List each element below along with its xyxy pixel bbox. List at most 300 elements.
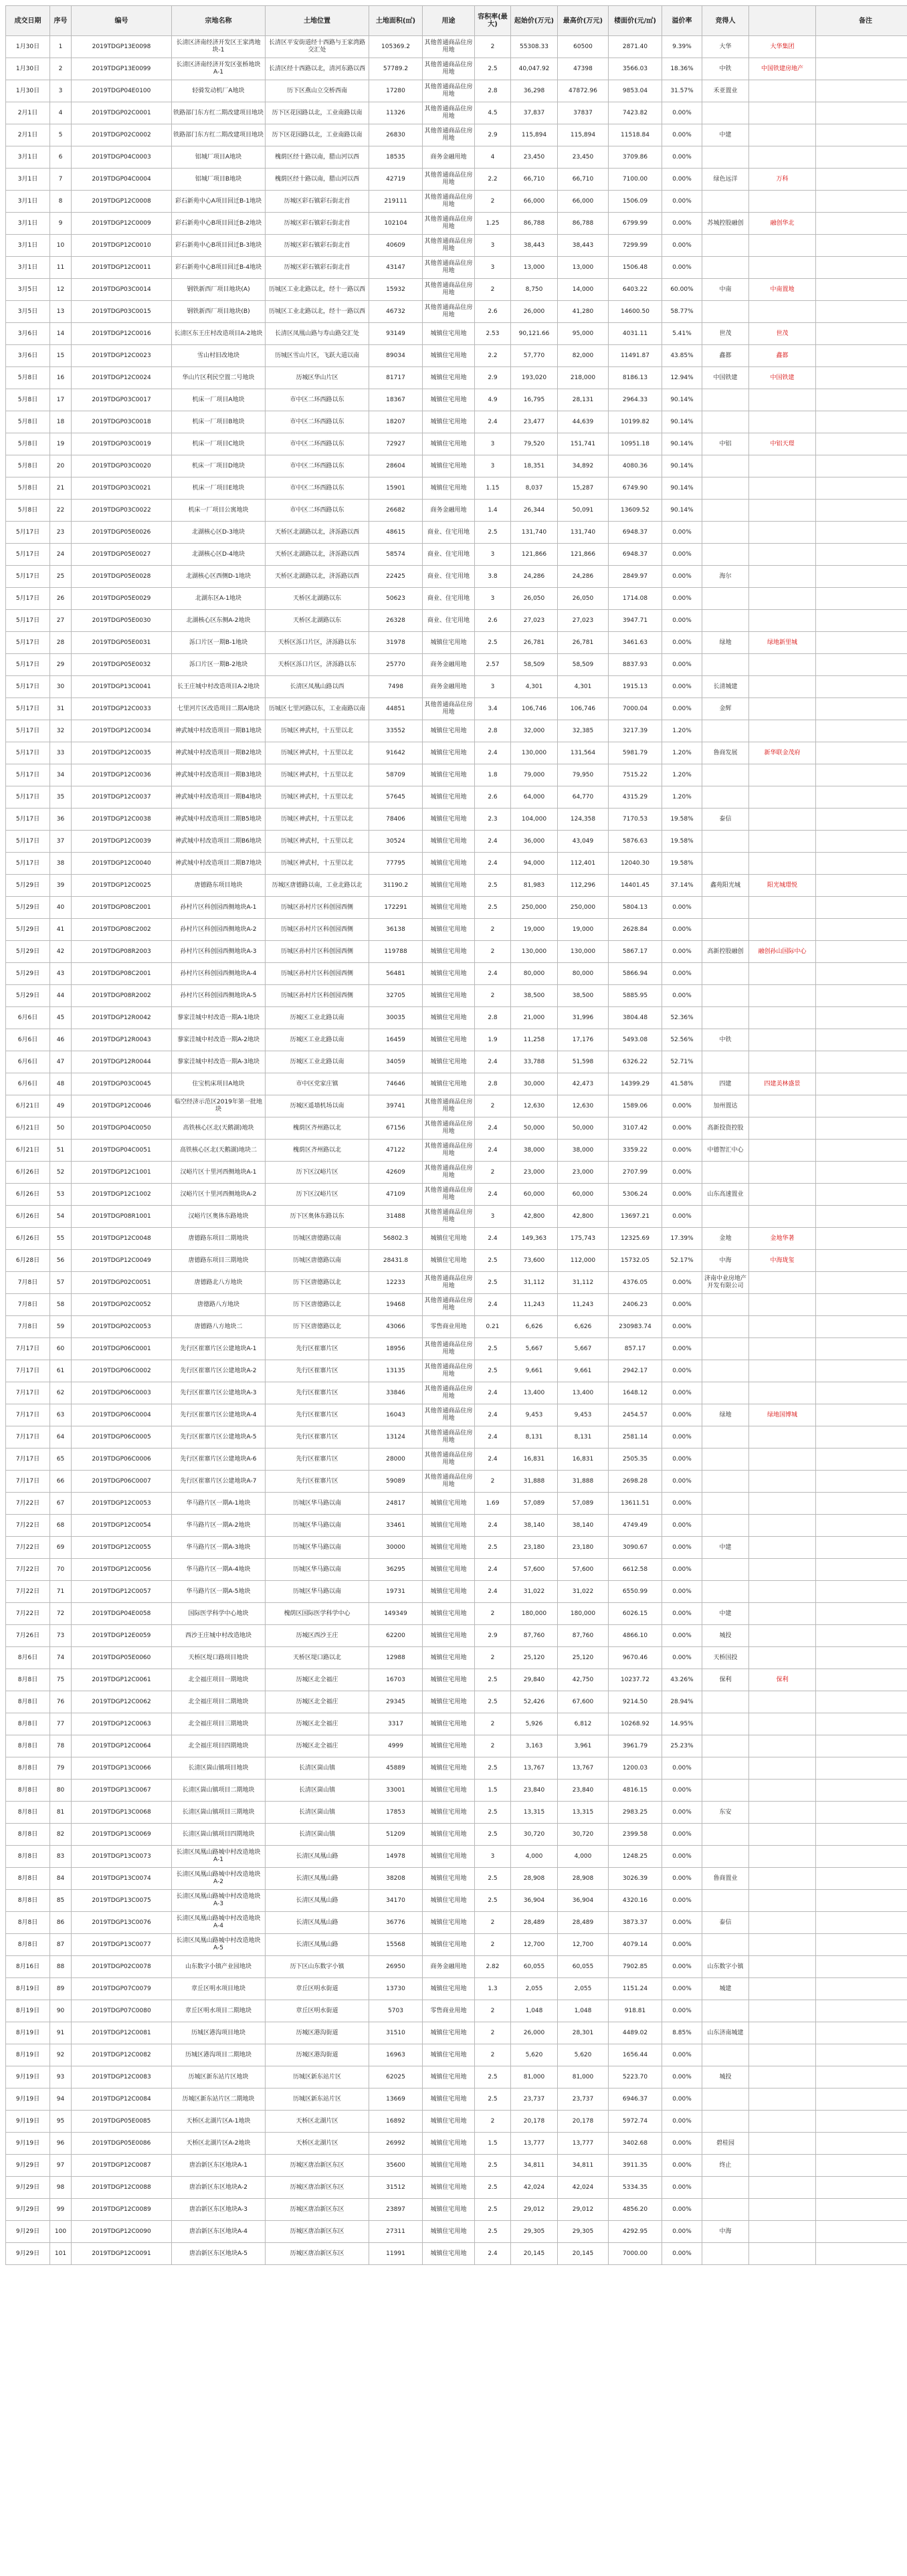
table-cell: 1248.25 [609, 1846, 662, 1868]
table-cell: 城镇住宅用地 [423, 1647, 475, 1669]
developer-label [749, 102, 816, 124]
table-cell: 55308.33 [511, 36, 558, 58]
table-cell: 2019TDGP12R0042 [72, 1007, 172, 1029]
table-cell: 83 [50, 1846, 72, 1868]
developer-label: 鑫都 [749, 345, 816, 367]
table-row [6, 1956, 907, 1978]
table-cell: 历城区北全福庄 [266, 1691, 369, 1713]
developer-label [749, 919, 816, 941]
table-row [6, 80, 907, 102]
table-cell: 50 [50, 1117, 72, 1140]
table-cell: 2 [475, 1713, 511, 1735]
table-cell: 2.5 [475, 1802, 511, 1824]
table-cell: 8月8日 [6, 1802, 50, 1824]
table-cell: 北全福庄项目四期地块 [172, 1735, 266, 1757]
table-cell: 3961.79 [609, 1735, 662, 1757]
table-cell: 28,131 [558, 389, 609, 411]
developer-label [749, 1625, 816, 1647]
table-cell: 章丘区明水街道 [266, 1978, 369, 2000]
table-cell: 2019TDGP05E0029 [72, 588, 172, 610]
table-cell: 蓼家洼城中村改造一期A-2地块 [172, 1029, 266, 1051]
table-cell: 2019TDGP02C0001 [72, 102, 172, 124]
table-cell: 长清区崮山镇项目四期地块 [172, 1824, 266, 1846]
table-cell: 8,131 [511, 1426, 558, 1448]
table-cell: 城镇住宅用地 [423, 433, 475, 455]
table-cell [702, 102, 749, 124]
table-cell: 3,163 [511, 1735, 558, 1757]
table-row [6, 1603, 907, 1625]
note-cell [816, 477, 907, 500]
developer-label [749, 2199, 816, 2221]
table-cell: 历下区山东数字小镇 [266, 1956, 369, 1978]
table-cell: 5981.79 [609, 742, 662, 764]
table-cell: 66,710 [558, 169, 609, 191]
table-cell: 6月26日 [6, 1184, 50, 1206]
table-cell: 1.9 [475, 1029, 511, 1051]
table-cell: 其他普通商品住房用地 [423, 279, 475, 301]
table-cell: 5972.74 [609, 2111, 662, 2133]
table-cell: 历城区唐冶新区东区 [266, 2221, 369, 2243]
table-cell: 59 [50, 1316, 72, 1338]
table-cell: 0.00% [662, 2044, 702, 2066]
table-cell: 4.9 [475, 389, 511, 411]
table-row [6, 411, 907, 433]
table-cell: 西沙王庄城中村改造地块 [172, 1625, 266, 1647]
table-cell: 0.00% [662, 213, 702, 235]
table-cell: 2019TDGP12C0064 [72, 1735, 172, 1757]
table-cell: 0.00% [662, 1184, 702, 1206]
note-cell [816, 1140, 907, 1162]
table-cell: 华马路片区一期A-4地块 [172, 1559, 266, 1581]
table-cell: 其他普通商品住房用地 [423, 1471, 475, 1493]
table-cell: 2.5 [475, 2088, 511, 2111]
table-cell: 历城区华马路以南 [266, 1493, 369, 1515]
table-cell: 历下区唐德路以北 [266, 1272, 369, 1294]
table-cell: 9,453 [558, 1404, 609, 1426]
table-cell: 23,840 [511, 1780, 558, 1802]
table-cell: 219111 [369, 191, 423, 213]
table-cell: 8月8日 [6, 1780, 50, 1802]
column-header: 竞得人 [702, 6, 749, 36]
table-cell: 2,055 [511, 1978, 558, 2000]
developer-label: 绿地新里城 [749, 632, 816, 654]
table-cell: 42 [50, 941, 72, 963]
table-cell: 3 [475, 433, 511, 455]
table-cell: 18,351 [511, 455, 558, 477]
table-cell: 0.00% [662, 1338, 702, 1360]
column-header: 土地位置 [266, 6, 369, 36]
table-cell: 36295 [369, 1559, 423, 1581]
table-cell: 7000.00 [609, 2243, 662, 2265]
table-row [6, 2088, 907, 2111]
table-cell: 孙村片区科创园西侧地块A-5 [172, 985, 266, 1007]
table-row [6, 1978, 907, 2000]
table-cell: 中铝 [702, 433, 749, 455]
table-cell: 44 [50, 985, 72, 1007]
table-cell: 历城区唐冶新区东区 [266, 2243, 369, 2265]
table-cell: 28431.8 [369, 1250, 423, 1272]
table-cell: 4031.11 [609, 323, 662, 345]
table-cell: 14401.45 [609, 875, 662, 897]
table-cell: 38,500 [558, 985, 609, 1007]
table-cell: 45 [50, 1007, 72, 1029]
table-cell: 0.00% [662, 1824, 702, 1846]
table-cell: 北全福庄项目二期地块 [172, 1691, 266, 1713]
table-cell: 2019TDGP13C0073 [72, 1846, 172, 1868]
table-cell: 2.5 [475, 1272, 511, 1294]
note-cell [816, 1162, 907, 1184]
table-cell: 2.4 [475, 1515, 511, 1537]
note-cell [816, 1824, 907, 1846]
table-cell: 历城区新东站片区地块 [172, 2066, 266, 2088]
table-cell: 0.00% [662, 676, 702, 698]
table-cell [702, 831, 749, 853]
developer-label [749, 1780, 816, 1802]
table-cell: 58709 [369, 764, 423, 786]
developer-label: 中国铁建 [749, 367, 816, 389]
table-cell: 31190.2 [369, 875, 423, 897]
table-cell: 金辉 [702, 698, 749, 720]
table-cell: 城镇住宅用地 [423, 1493, 475, 1515]
table-cell: 其他普通商品住房用地 [423, 1360, 475, 1382]
table-cell: 28000 [369, 1448, 423, 1471]
table-cell: 唐德路东项目三期地块 [172, 1250, 266, 1272]
table-cell: 商务金融用地 [423, 676, 475, 698]
table-cell: 2019TDGP03C0021 [72, 477, 172, 500]
table-cell: 城镇住宅用地 [423, 897, 475, 919]
table-cell: 城镇住宅用地 [423, 632, 475, 654]
table-cell: 56481 [369, 963, 423, 985]
table-cell: 市中区二环西路以东 [266, 411, 369, 433]
note-cell [816, 2044, 907, 2066]
table-cell: 64,000 [511, 786, 558, 809]
table-cell [702, 500, 749, 522]
table-cell: 6月6日 [6, 1051, 50, 1073]
table-cell: 2019TDGP13C0041 [72, 676, 172, 698]
note-cell [816, 1272, 907, 1294]
table-cell: 29,840 [511, 1669, 558, 1691]
table-cell: 23,477 [511, 411, 558, 433]
table-cell: 94,000 [511, 853, 558, 875]
note-cell [816, 742, 907, 764]
table-cell: 66 [50, 1471, 72, 1493]
table-cell: 5月17日 [6, 632, 50, 654]
table-row [6, 301, 907, 323]
table-cell: 4,000 [511, 1846, 558, 1868]
table-cell: 2 [475, 1912, 511, 1934]
table-row [6, 720, 907, 742]
table-cell: 2628.84 [609, 919, 662, 941]
table-cell: 商务金融用地 [423, 1956, 475, 1978]
table-cell: 48615 [369, 522, 423, 544]
table-cell: 0.00% [662, 1426, 702, 1448]
table-cell: 历城区孙村片区科创园西侧 [266, 919, 369, 941]
table-cell: 13,400 [511, 1382, 558, 1404]
table-cell: 商业、住宅用地 [423, 522, 475, 544]
table-cell: 26,344 [511, 500, 558, 522]
table-cell: 历城区唐德路以南 [266, 1228, 369, 1250]
table-cell: 城镇住宅用地 [423, 1868, 475, 1890]
table-cell: 62200 [369, 1625, 423, 1647]
table-row [6, 786, 907, 809]
table-cell: 彩石新苑中心B项目回迁B-3地块 [172, 235, 266, 257]
table-cell [702, 1559, 749, 1581]
table-cell: 29,305 [558, 2221, 609, 2243]
developer-label [749, 786, 816, 809]
table-cell: 5月8日 [6, 455, 50, 477]
table-row [6, 522, 907, 544]
table-cell: 其他普通商品住房用地 [423, 257, 475, 279]
table-cell: 42,750 [558, 1669, 609, 1691]
table-cell: 26992 [369, 2133, 423, 2155]
note-cell [816, 1493, 907, 1515]
table-cell: 2942.17 [609, 1360, 662, 1382]
table-cell: 5885.95 [609, 985, 662, 1007]
table-cell: 13,000 [558, 257, 609, 279]
table-cell: 历城区工业北路以北，经十一路以西 [266, 301, 369, 323]
table-cell: 城镇住宅用地 [423, 764, 475, 786]
table-cell: 2019TDGP08C2001 [72, 963, 172, 985]
table-cell: 唐冶新区东区地块A-3 [172, 2199, 266, 2221]
table-cell: 2.5 [475, 2177, 511, 2199]
table-cell: 0.00% [662, 1294, 702, 1316]
table-cell: 长清区凤凰山路城中村改造地块A-3 [172, 1890, 266, 1912]
table-cell: 14 [50, 323, 72, 345]
table-cell: 88 [50, 1956, 72, 1978]
table-cell: 9月29日 [6, 2199, 50, 2221]
table-cell: 8186.13 [609, 367, 662, 389]
table-cell: 26328 [369, 610, 423, 632]
table-cell: 30000 [369, 1537, 423, 1559]
table-cell: 1月30日 [6, 36, 50, 58]
table-cell: 高新控股融创 [702, 941, 749, 963]
table-cell: 0.00% [662, 654, 702, 676]
table-cell: 城镇住宅用地 [423, 919, 475, 941]
table-cell: 16892 [369, 2111, 423, 2133]
note-cell [816, 875, 907, 897]
table-cell: 3026.39 [609, 1868, 662, 1890]
table-cell: 30 [50, 676, 72, 698]
table-cell: 铝城厂项目B地块 [172, 169, 266, 191]
table-cell: 天桥国投 [702, 1647, 749, 1669]
table-cell: 山东数字小镇 [702, 1956, 749, 1978]
table-cell: 城镇住宅用地 [423, 455, 475, 477]
note-cell [816, 963, 907, 985]
table-cell: 7月17日 [6, 1426, 50, 1448]
table-cell: 历城区雪山片区，飞跃大道以南 [266, 345, 369, 367]
table-row [6, 875, 907, 897]
table-cell: 71 [50, 1581, 72, 1603]
developer-label [749, 1757, 816, 1780]
table-cell: 87,760 [511, 1625, 558, 1647]
table-cell: 孙村片区科创园西侧地块A-1 [172, 897, 266, 919]
table-row [6, 36, 907, 58]
table-cell: 31,022 [511, 1581, 558, 1603]
table-cell: 机床一厂项目E地块 [172, 477, 266, 500]
table-row [6, 1890, 907, 1912]
table-cell: 25,120 [511, 1647, 558, 1669]
table-cell [702, 1824, 749, 1846]
note-cell [816, 1007, 907, 1029]
note-cell [816, 1735, 907, 1757]
table-cell: 章丘区明水街道 [266, 2000, 369, 2022]
table-header [6, 6, 907, 36]
developer-label [749, 853, 816, 875]
table-row [6, 367, 907, 389]
table-cell: 130,000 [511, 941, 558, 963]
table-cell: 0.00% [662, 1868, 702, 1890]
table-cell: 6月21日 [6, 1095, 50, 1117]
table-cell: 2019TDGP06C0001 [72, 1338, 172, 1360]
table-cell: 2019TDGP04C0003 [72, 146, 172, 169]
table-cell: 2019TDGP12C0035 [72, 742, 172, 764]
table-cell: 2019TDGP12C0011 [72, 257, 172, 279]
table-cell [702, 1360, 749, 1382]
table-cell: 长清区凤凰山路 [266, 1846, 369, 1868]
table-cell: 3402.68 [609, 2133, 662, 2155]
table-cell: 2019TDGP13C0069 [72, 1824, 172, 1846]
table-cell: 24,286 [558, 566, 609, 588]
table-cell: 历城区唐冶新区东区 [266, 2177, 369, 2199]
table-cell: 长清区崮山镇项目地块 [172, 1757, 266, 1780]
table-cell: 7月17日 [6, 1360, 50, 1382]
table-cell: 历下区燕山立交桥西南 [266, 80, 369, 102]
table-cell [702, 455, 749, 477]
table-cell: 2.2 [475, 169, 511, 191]
note-cell [816, 786, 907, 809]
table-cell: 50,000 [558, 1117, 609, 1140]
developer-label [749, 1868, 816, 1890]
table-cell: 2 [475, 1471, 511, 1493]
table-cell: 18 [50, 411, 72, 433]
table-cell: 2406.23 [609, 1294, 662, 1316]
table-cell: 槐荫区齐州路以北 [266, 1117, 369, 1140]
table-cell: 53 [50, 1184, 72, 1206]
table-cell: 2.4 [475, 1184, 511, 1206]
note-cell [816, 389, 907, 411]
table-cell [702, 963, 749, 985]
table-cell: 7515.22 [609, 764, 662, 786]
table-cell: 2 [475, 2022, 511, 2044]
table-cell: 城镇住宅用地 [423, 1228, 475, 1250]
developer-label: 新华联金茂府 [749, 742, 816, 764]
table-cell [702, 610, 749, 632]
table-cell: 城镇住宅用地 [423, 1515, 475, 1537]
table-cell: 先行区崔寨片区公建地块A-2 [172, 1360, 266, 1382]
table-cell: 城镇住宅用地 [423, 323, 475, 345]
table-row [6, 235, 907, 257]
table-cell: 唐德路北八方地块 [172, 1272, 266, 1294]
table-cell: 北全福庄项目一期地块 [172, 1669, 266, 1691]
note-cell [816, 566, 907, 588]
table-cell: 5月17日 [6, 676, 50, 698]
table-cell: 2.5 [475, 1537, 511, 1559]
table-cell: 50,091 [558, 500, 609, 522]
note-cell [816, 323, 907, 345]
table-cell: 6月21日 [6, 1117, 50, 1140]
table-cell: 章丘区明水项目二期地块 [172, 2000, 266, 2022]
note-cell [816, 1184, 907, 1206]
table-cell: 7月8日 [6, 1316, 50, 1338]
table-row [6, 477, 907, 500]
table-cell: 11991 [369, 2243, 423, 2265]
column-header: 最高价(万元) [558, 6, 609, 36]
table-cell: 城镇住宅用地 [423, 1625, 475, 1647]
table-cell: 5306.24 [609, 1184, 662, 1206]
table-row [6, 831, 907, 853]
developer-label [749, 2155, 816, 2177]
table-cell: 48 [50, 1073, 72, 1095]
table-cell: 17 [50, 389, 72, 411]
table-row [6, 433, 907, 455]
table-cell: 26,050 [558, 588, 609, 610]
table-cell: 42,473 [558, 1073, 609, 1095]
table-cell: 加州置达 [702, 1095, 749, 1117]
table-cell: 2.4 [475, 1117, 511, 1140]
table-cell: 2019TDGP12C1001 [72, 1162, 172, 1184]
table-cell: 9月19日 [6, 2088, 50, 2111]
table-cell: 2019TDGP12C0025 [72, 875, 172, 897]
table-cell: 中铁 [702, 1029, 749, 1051]
developer-label [749, 146, 816, 169]
table-cell: 92 [50, 2044, 72, 2066]
table-row [6, 1117, 907, 1140]
table-cell [702, 1338, 749, 1360]
table-row [6, 1360, 907, 1382]
table-cell: 9月29日 [6, 2155, 50, 2177]
table-cell [702, 1051, 749, 1073]
table-cell: 先行区崔寨片区公建地块A-6 [172, 1448, 266, 1471]
developer-label [749, 1448, 816, 1471]
table-cell: 历城区港沟街道 [266, 2022, 369, 2044]
table-cell: 8月6日 [6, 1647, 50, 1669]
table-cell: 52.17% [662, 1250, 702, 1272]
table-cell: 7000.04 [609, 698, 662, 720]
table-cell: 47 [50, 1051, 72, 1073]
table-cell: 2 [475, 191, 511, 213]
note-cell [816, 1471, 907, 1493]
table-cell: 中南 [702, 279, 749, 301]
table-cell: 2019TDGP13C0077 [72, 1934, 172, 1956]
table-cell: 26,781 [558, 632, 609, 654]
table-cell: 其他普通商品住房用地 [423, 191, 475, 213]
table-cell: 57,089 [558, 1493, 609, 1515]
table-cell: 城镇住宅用地 [423, 809, 475, 831]
table-cell: 6946.37 [609, 2088, 662, 2111]
table-cell: 4 [475, 146, 511, 169]
table-cell: 115,894 [558, 124, 609, 146]
table-cell: 2019TDGP13E0099 [72, 58, 172, 80]
table-cell: 101 [50, 2243, 72, 2265]
table-cell: 19.58% [662, 853, 702, 875]
table-cell: 1.69 [475, 1493, 511, 1515]
table-cell: 其他普通商品住房用地 [423, 1272, 475, 1294]
table-cell: 2019TDGP12C0037 [72, 786, 172, 809]
table-cell: 60,000 [511, 1184, 558, 1206]
table-cell: 81,983 [511, 875, 558, 897]
table-cell: 北湖核心区D-3地块 [172, 522, 266, 544]
table-cell: 0.00% [662, 257, 702, 279]
table-row [6, 2022, 907, 2044]
note-cell [816, 500, 907, 522]
table-row [6, 1846, 907, 1868]
table-cell: 19.58% [662, 809, 702, 831]
table-cell: 52.56% [662, 1029, 702, 1051]
table-cell: 57789.2 [369, 58, 423, 80]
table-cell: 商业、住宅用地 [423, 566, 475, 588]
table-cell: 106,746 [511, 698, 558, 720]
table-cell: 2019TDGP12C0090 [72, 2221, 172, 2243]
